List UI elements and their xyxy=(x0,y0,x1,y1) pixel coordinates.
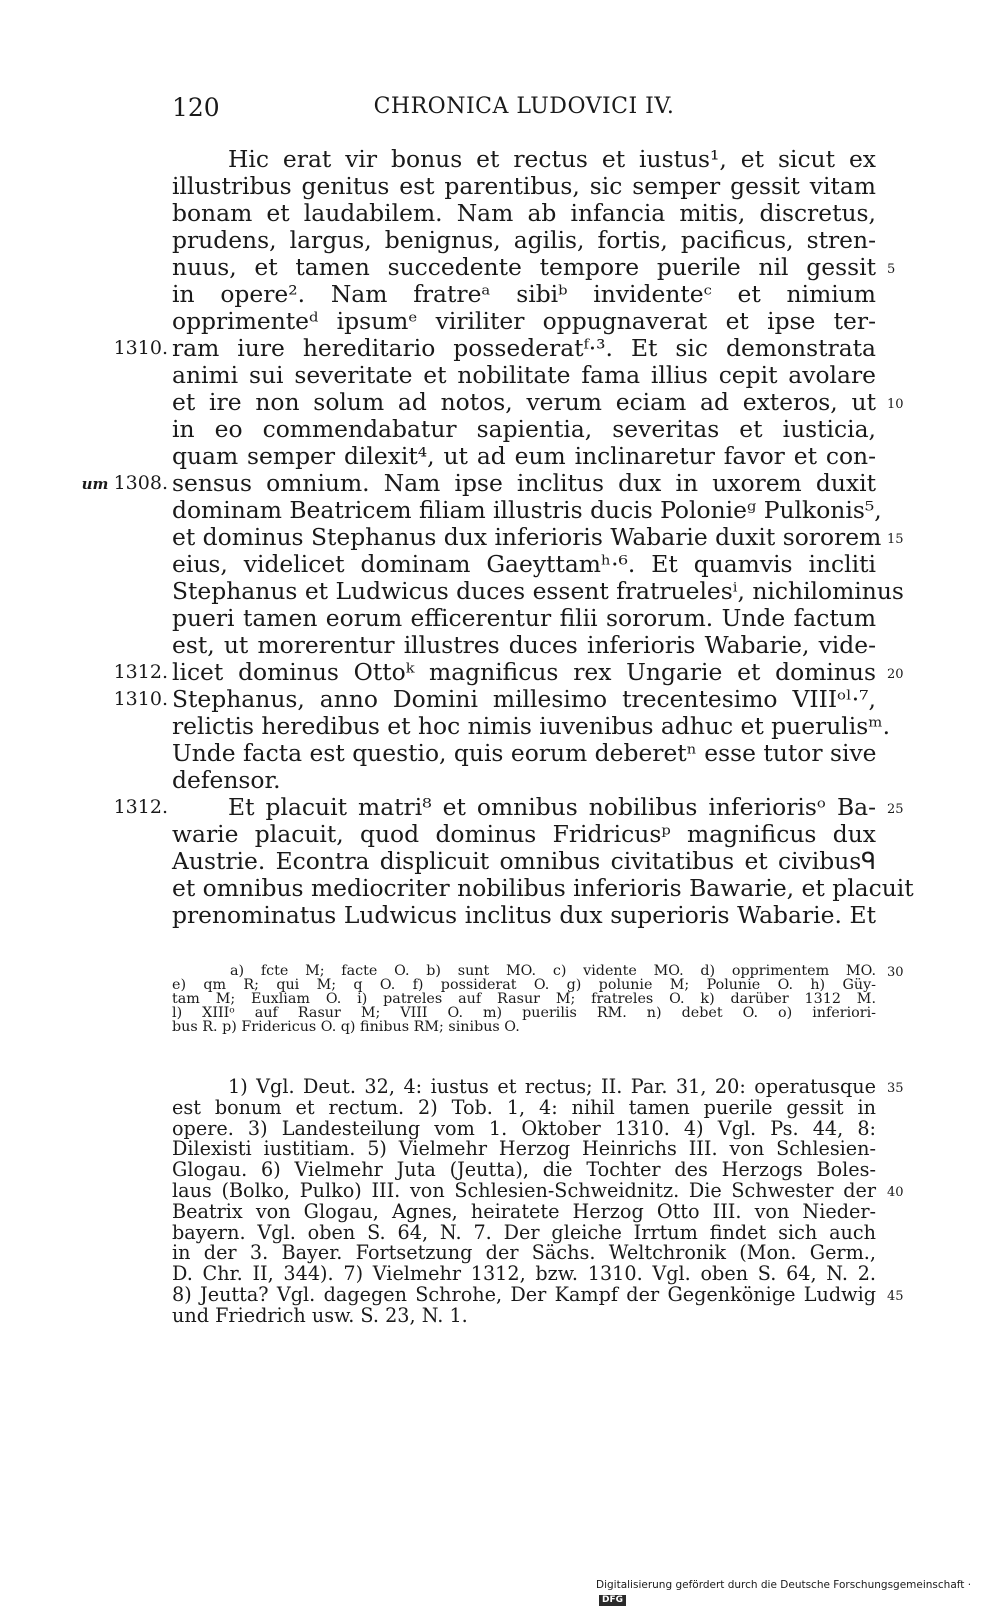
note-line: opere. 3) Landesteilung vom 1. Oktober 1310. 4) Vgl. Ps. 44, 8: xyxy=(172,1116,876,1140)
variant-note-line: l) XIIIᵒ auf Rasur M; VIII O. m) puerilis RM. n) debet O. o) inferiori- xyxy=(172,1005,876,1022)
text-line: defensor. xyxy=(172,766,281,794)
note-line: 1) Vgl. Deut. 32, 4: iustus et rectus; II. Par. 31, 20: operatusque xyxy=(228,1075,876,1098)
line-number: 40 xyxy=(887,1185,904,1200)
text-line: relictis heredibus et hoc nimis iuvenibus adhuc et puerulisᵐ. xyxy=(172,712,891,740)
text-line: Et placuit matri⁸ et omnibus nobilibus inferiorisᵒ Ba- xyxy=(228,793,876,821)
note-line: Glogau. 6) Vielmehr Juta (Jeutta), die Tochter des Herzogs Boles- xyxy=(172,1158,876,1182)
text-line: opprimenteᵈ ipsumᵉ viriliter oppugnaverat et ipse ter- xyxy=(172,307,876,335)
text-line: bonam et laudabilem. Nam ab infancia mitis, discretus, xyxy=(172,199,876,227)
note-line: und Friedrich usw. S. 23, N. 1. xyxy=(172,1303,468,1327)
text-line: pueri tamen eorum efficerentur filii sororum. Unde factum xyxy=(172,604,876,632)
variant-note-line: e) qm R; qui M; q O. f) possiderat O. g) polunie M; Polunie O. h) Güy- xyxy=(172,977,876,994)
footer-text: Digitalisierung gefördert durch die Deutsche Forschungsgemeinschaft · xyxy=(596,1579,972,1591)
note-line: laus (Bolko, Pulko) III. von Schlesien-Schweidnitz. Die Schwester der xyxy=(172,1179,876,1202)
line-number: 25 xyxy=(887,802,904,817)
note-line: 8) Jeutta? Vgl. dagegen Schrohe, Der Kampf der Gegenkönige Ludwig xyxy=(172,1283,876,1306)
variant-note-line: tam M; Euxliam O. i) patreles auf Rasur M; fratreles O. k) darüber 1312 M. xyxy=(172,991,876,1008)
text-line: nuus, et tamen succedente tempore puerile nil gessit xyxy=(172,253,876,281)
note-line: Beatrix von Glogau, Agnes, heiratete Herzog Otto III. von Nieder- xyxy=(172,1199,876,1223)
note-line: Dilexisti iustitiam. 5) Vielmehr Herzog Heinrichs III. von Schlesien- xyxy=(172,1137,876,1161)
page-number: 120 xyxy=(172,93,220,122)
text-line: et omnibus mediocriter nobilibus inferioris Bawarie, et placuit xyxy=(172,874,914,902)
text-line: Hic erat vir bonus et rectus et iustus¹, et sicut ex xyxy=(228,145,876,173)
text-line: et ire non solum ad notos, verum eciam ad exteros, ut xyxy=(172,388,876,416)
text-line: prudens, largus, benignus, agilis, fortis, pacificus, stren- xyxy=(172,226,876,254)
text-line: Austrie. Econtra displicuit omnibus civitatibus et civibusᑫ xyxy=(172,847,876,875)
margin-year-value: 1308. xyxy=(113,472,168,494)
line-number: 10 xyxy=(887,397,904,412)
note-line: bayern. Vgl. oben S. 64, N. 7. Der gleiche Irrtum findet sich auch xyxy=(172,1220,876,1244)
margin-year: 1310. xyxy=(113,688,168,710)
text-line: in eo commendabatur sapientia, severitas et iusticia, xyxy=(172,415,876,443)
digitization-footer xyxy=(596,1578,976,1605)
variant-note-line: a) fcte M; facte O. b) sunt MO. c) vidente MO. d) opprimentem MO. xyxy=(230,963,876,979)
note-line: est bonum et rectum. 2) Tob. 1, 4: nihil tamen puerile gessit in xyxy=(172,1095,876,1119)
text-line: prenominatus Ludwicus inclitus dux superioris Wabarie. Et xyxy=(172,901,876,929)
dfg-logo: DFG xyxy=(599,1595,626,1606)
margin-year: 1312. xyxy=(113,661,168,683)
text-line: dominam Beatricem filiam illustris ducis Polonieᵍ Pulkonis⁵, xyxy=(172,496,882,524)
line-number: 5 xyxy=(887,262,896,277)
line-number: 35 xyxy=(887,1081,904,1096)
note-line: in der 3. Bayer. Fortsetzung der Sächs. Weltchronik (Mon. Germ., xyxy=(172,1241,876,1265)
margin-year-prefix: um xyxy=(81,475,114,493)
text-line: Unde facta est questio, quis eorum deberetⁿ esse tutor sive xyxy=(172,739,877,767)
page-header xyxy=(172,93,876,123)
text-line: Stephanus, anno Domini millesimo trecentesimo VIIIᵒˡ·⁷, xyxy=(172,685,876,713)
text-line: warie placuit, quod dominus Fridricusᵖ magnificus dux xyxy=(172,820,876,848)
note-line: D. Chr. II, 344). 7) Vielmehr 1312, bzw. 1310. Vgl. oben S. 64, N. 2. xyxy=(172,1262,876,1286)
line-number: 20 xyxy=(887,667,904,682)
text-line: ram iure hereditario possederatᶠ·³. Et sic demonstrata xyxy=(172,334,876,362)
line-number: 30 xyxy=(887,965,904,980)
margin-year xyxy=(82,472,168,494)
text-line: sensus omnium. Nam ipse inclitus dux in uxorem duxit xyxy=(172,469,876,497)
text-line: et dominus Stephanus dux inferioris Wabarie duxit sororem xyxy=(172,523,882,551)
text-line: quam semper dilexit⁴, ut ad eum inclinaretur favor et con- xyxy=(172,442,876,470)
text-line: eius, videlicet dominam Gaeyttamʰ·⁶. Et quamvis incliti xyxy=(172,550,876,578)
variant-note-line: bus R. p) Fridericus O. q) finibus RM; sinibus O. xyxy=(172,1019,520,1036)
margin-year: 1310. xyxy=(113,337,168,359)
text-line: licet dominus Ottoᵏ magnificus rex Ungarie et dominus xyxy=(172,658,876,686)
line-number: 45 xyxy=(887,1289,904,1304)
line-number: 15 xyxy=(887,532,904,547)
text-line: Stephanus et Ludwicus duces essent fratruelesⁱ, nichilominus xyxy=(172,577,904,605)
margin-year: 1312. xyxy=(113,796,168,818)
text-line: illustribus genitus est parentibus, sic semper gessit vitam xyxy=(172,172,876,200)
text-line: in opere². Nam fratreᵃ sibiᵇ invidenteᶜ et nimium xyxy=(172,280,876,308)
text-line: animi sui severitate et nobilitate fama illius cepit avolare xyxy=(172,361,876,389)
text-line: est, ut morerentur illustres duces inferioris Wabarie, vide- xyxy=(172,631,876,659)
running-title: CHRONICA LUDOVICI IV. xyxy=(373,94,675,119)
